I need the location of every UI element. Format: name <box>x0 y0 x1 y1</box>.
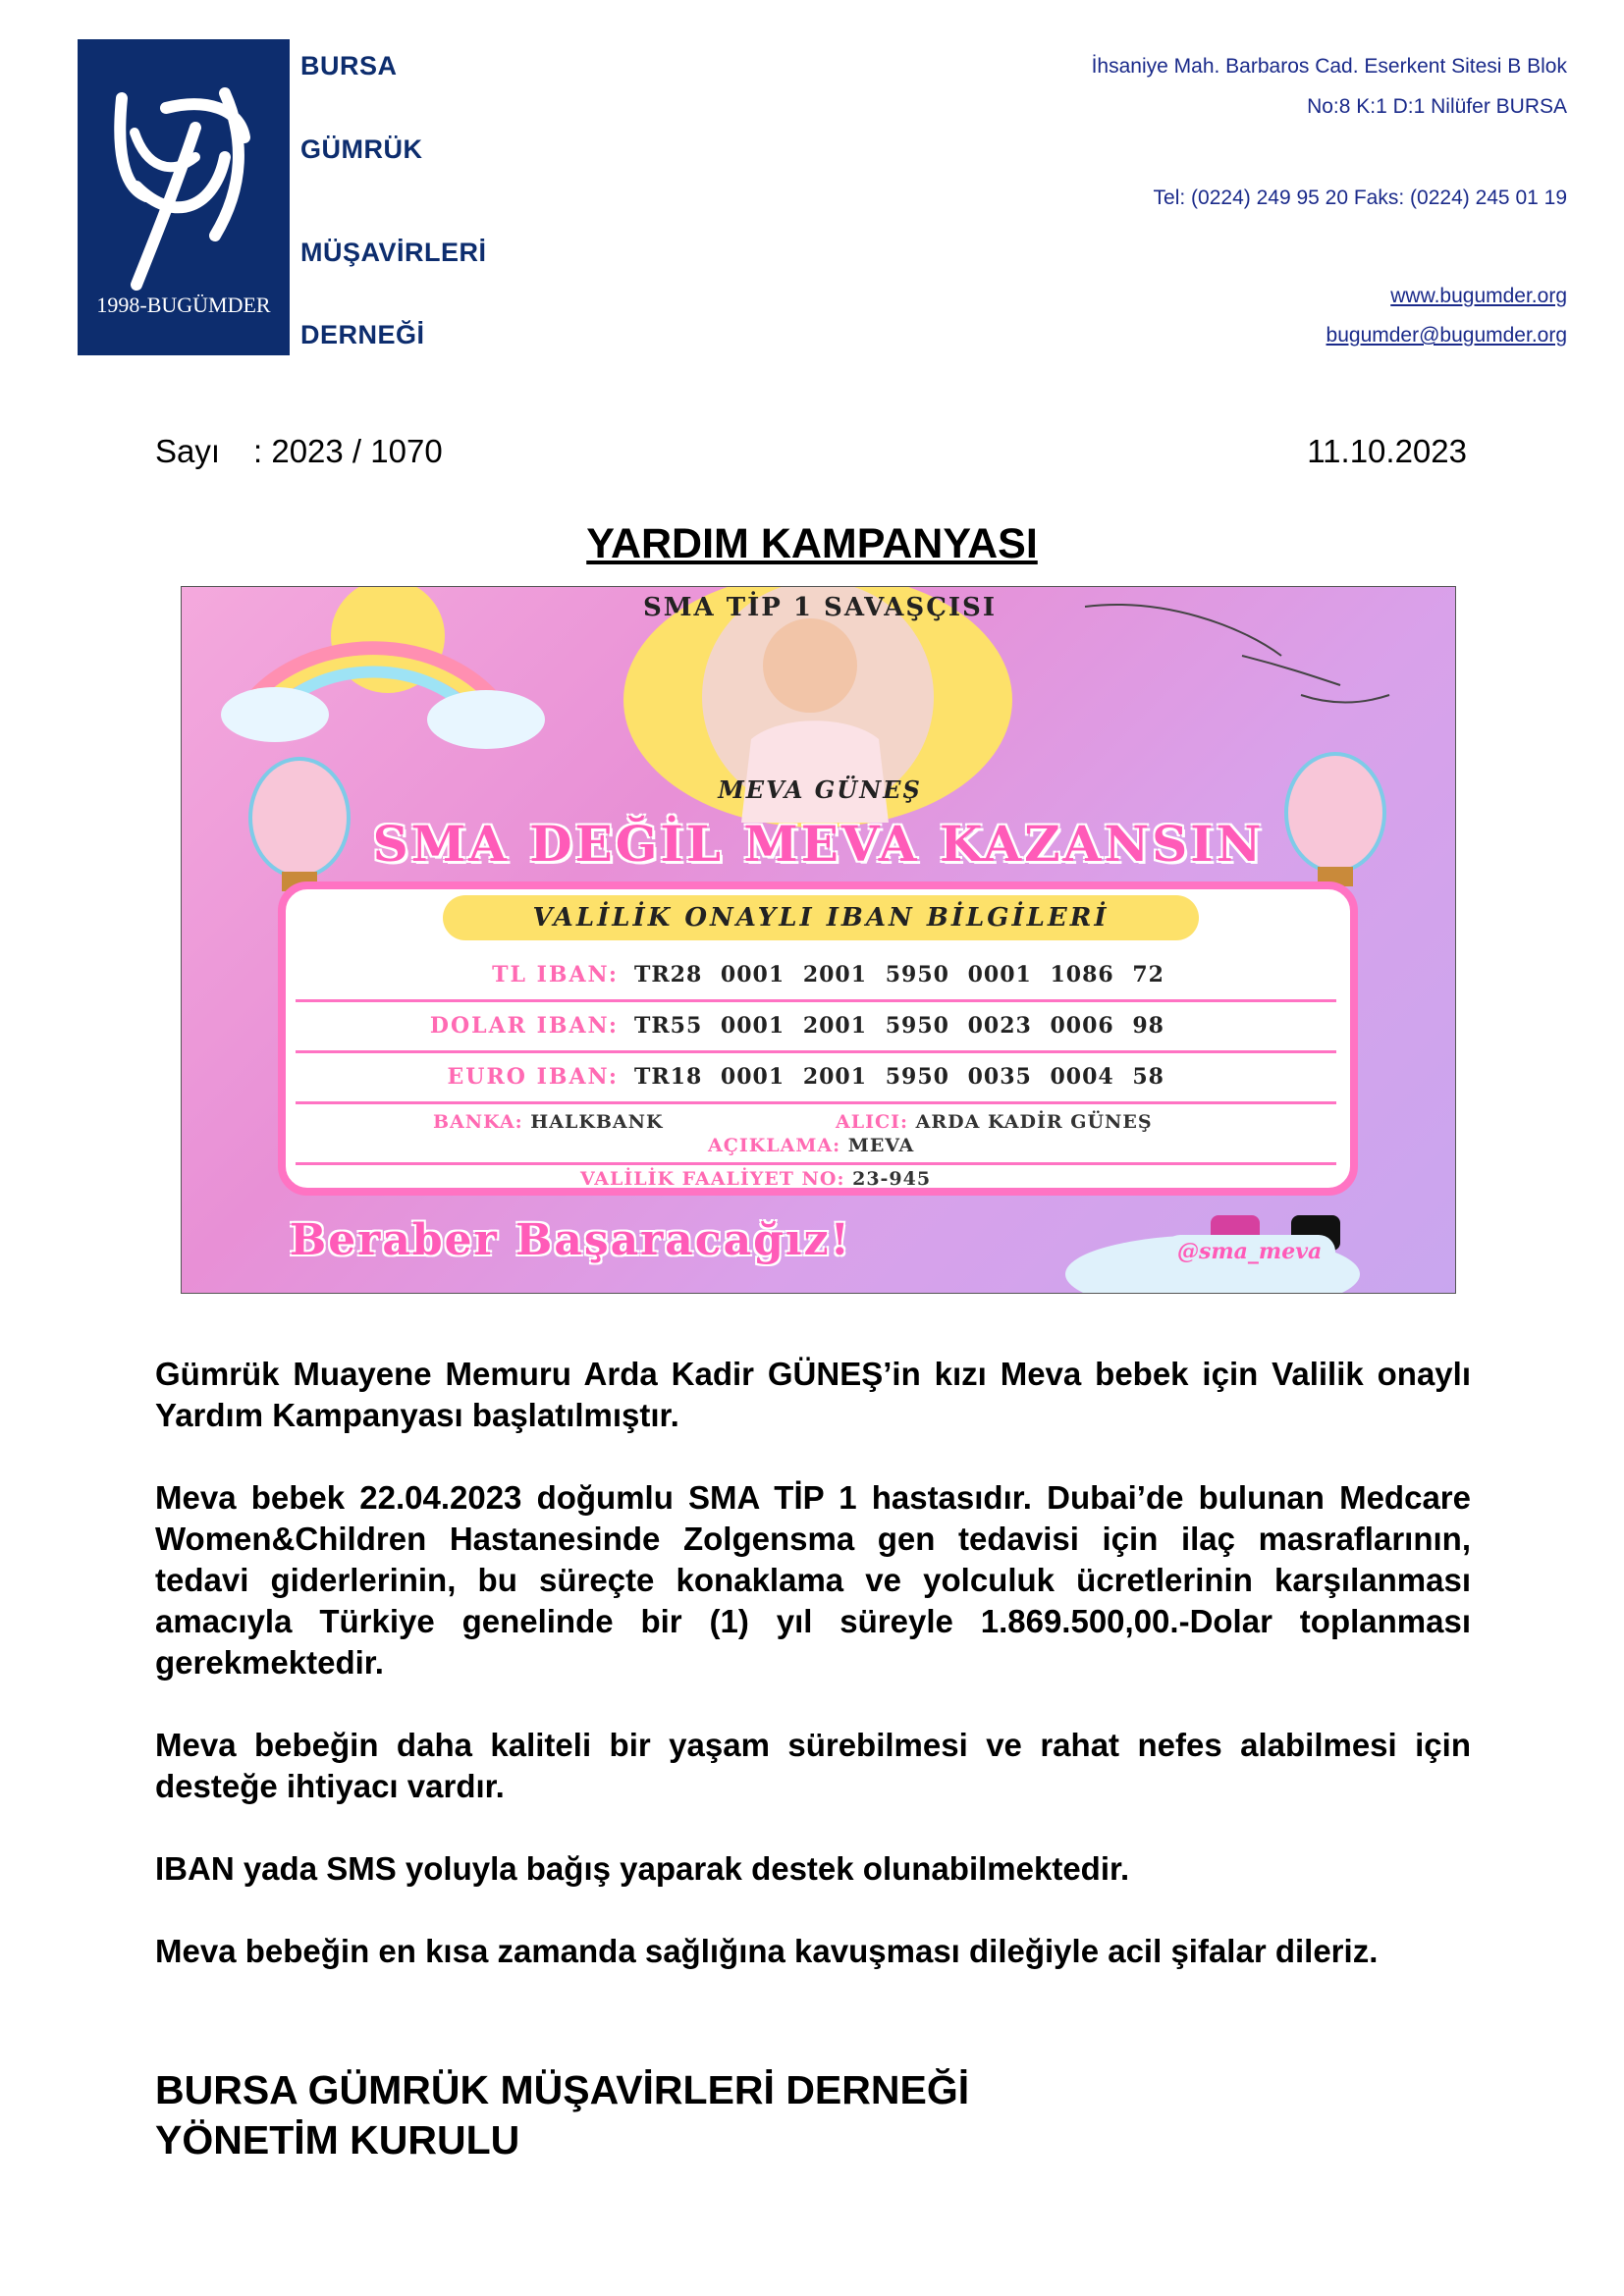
logo-caption: 1998-BUGÜMDER <box>96 293 271 317</box>
iban-row-euro <box>286 1052 1350 1103</box>
badge-top-text: SMA TİP 1 SAVAŞÇISI <box>643 593 997 622</box>
footer-slogan: Beraber Başaracağız! <box>290 1215 851 1265</box>
iban-row-dolar <box>286 1001 1350 1052</box>
iban-value: TR18 0001 2001 5950 0035 0004 58 <box>634 1064 1164 1090</box>
email-link[interactable]: bugumder@bugumder.org <box>1326 324 1567 347</box>
document-title: YARDIM KAMPANYASI <box>586 520 1038 567</box>
divider <box>296 1101 1336 1104</box>
paragraph-5: Meva bebeğin en kısa zamanda sağlığına kavuşması dileğiyle acil şifalar dileriz. <box>155 1933 1379 1969</box>
poster-slogan: SMA DEĞİL MEVA KAZANSIN <box>372 815 1265 873</box>
divider <box>296 1162 1336 1165</box>
org-name-line-3: MÜŞAVİRLERİ <box>300 238 487 267</box>
bank-info <box>433 1111 664 1133</box>
iban-panel-heading: VALİLİK ONAYLI IBAN BİLGİLERİ <box>443 895 1199 940</box>
receiver-value: ARDA KADİR GÜNEŞ <box>915 1111 1153 1133</box>
paragraph-2: Meva bebek 22.04.2023 doğumlu SMA TİP 1 hastasıdır. Dubai’de bulunan Medcare Women&Children Hastanesinde Zolgensma gen tedavisi için ilaç masraflarının, tedavi giderlerinin, bu süreçte konaklama ve yolculuk ücretlerinin karşılanması amacıyla Türkiye genelinde bir (1) yıl süreyle 1.869.500,00.-Dolar toplanması gerekmektedir. <box>155 1479 1471 1681</box>
iban-value: TR28 0001 2001 5950 0001 1086 72 <box>634 962 1164 988</box>
iban-panel <box>278 881 1358 1196</box>
receiver-label: ALICI: <box>836 1111 909 1133</box>
campaign-poster <box>181 586 1456 1294</box>
description-info <box>708 1135 914 1156</box>
paragraph-4: IBAN yada SMS yoluyla bağış yaparak destek olunabilmektedir. <box>155 1850 1130 1887</box>
association-logo <box>78 39 290 355</box>
paragraph-3: Meva bebeğin daha kaliteli bir yaşam sürebilmesi ve rahat nefes alabilmesi için desteğe ihtiyacı vardır. <box>155 1727 1471 1804</box>
description-value: MEVA <box>847 1135 915 1156</box>
paragraph-1: Gümrük Muayene Memuru Arda Kadir GÜNEŞ’in kızı Meva bebek için Valilik onaylı Yardım Kampanyası başlatılmıştır. <box>155 1356 1471 1433</box>
reference-number: : 2023 / 1070 <box>253 433 443 469</box>
bank-label: BANKA: <box>433 1111 523 1133</box>
description-label: AÇIKLAMA: <box>708 1135 841 1156</box>
iban-label: DOLAR IBAN: <box>429 1013 619 1039</box>
activity-value: 23-945 <box>852 1168 932 1190</box>
signature-org: BURSA GÜMRÜK MÜŞAVİRLERİ DERNEĞİ <box>155 2067 970 2112</box>
phone-fax: Tel: (0224) 249 95 20 Faks: (0224) 245 01 19 <box>1153 187 1567 209</box>
badge-bottom-text: MEVA GÜNEŞ <box>718 775 922 804</box>
social-handle: @sma_meva <box>1164 1235 1335 1268</box>
iban-label: TL IBAN: <box>492 962 619 988</box>
reference-label: Sayı <box>155 433 221 469</box>
org-name-line-1: BURSA <box>300 51 398 80</box>
org-name-line-4: DERNEĞİ <box>300 320 425 349</box>
website-link[interactable]: www.bugumder.org <box>1390 285 1567 307</box>
activity-info <box>580 1168 931 1190</box>
signature-board: YÖNETİM KURULU <box>155 2117 520 2163</box>
address-line-1: İhsaniye Mah. Barbaros Cad. Eserkent Sitesi B Blok <box>1091 55 1567 78</box>
bank-value: HALKBANK <box>530 1111 664 1133</box>
activity-label: VALİLİK FAALİYET NO: <box>580 1168 845 1190</box>
iban-value: TR55 0001 2001 5950 0023 0006 98 <box>634 1013 1164 1039</box>
receiver-info <box>836 1111 1153 1133</box>
iban-row-tl <box>286 950 1350 1001</box>
org-name-line-2: GÜMRÜK <box>300 134 423 164</box>
iban-label: EURO IBAN: <box>447 1064 619 1090</box>
document-date: 11.10.2023 <box>1307 433 1467 469</box>
address-line-2: No:8 K:1 D:1 Nilüfer BURSA <box>1307 95 1567 118</box>
